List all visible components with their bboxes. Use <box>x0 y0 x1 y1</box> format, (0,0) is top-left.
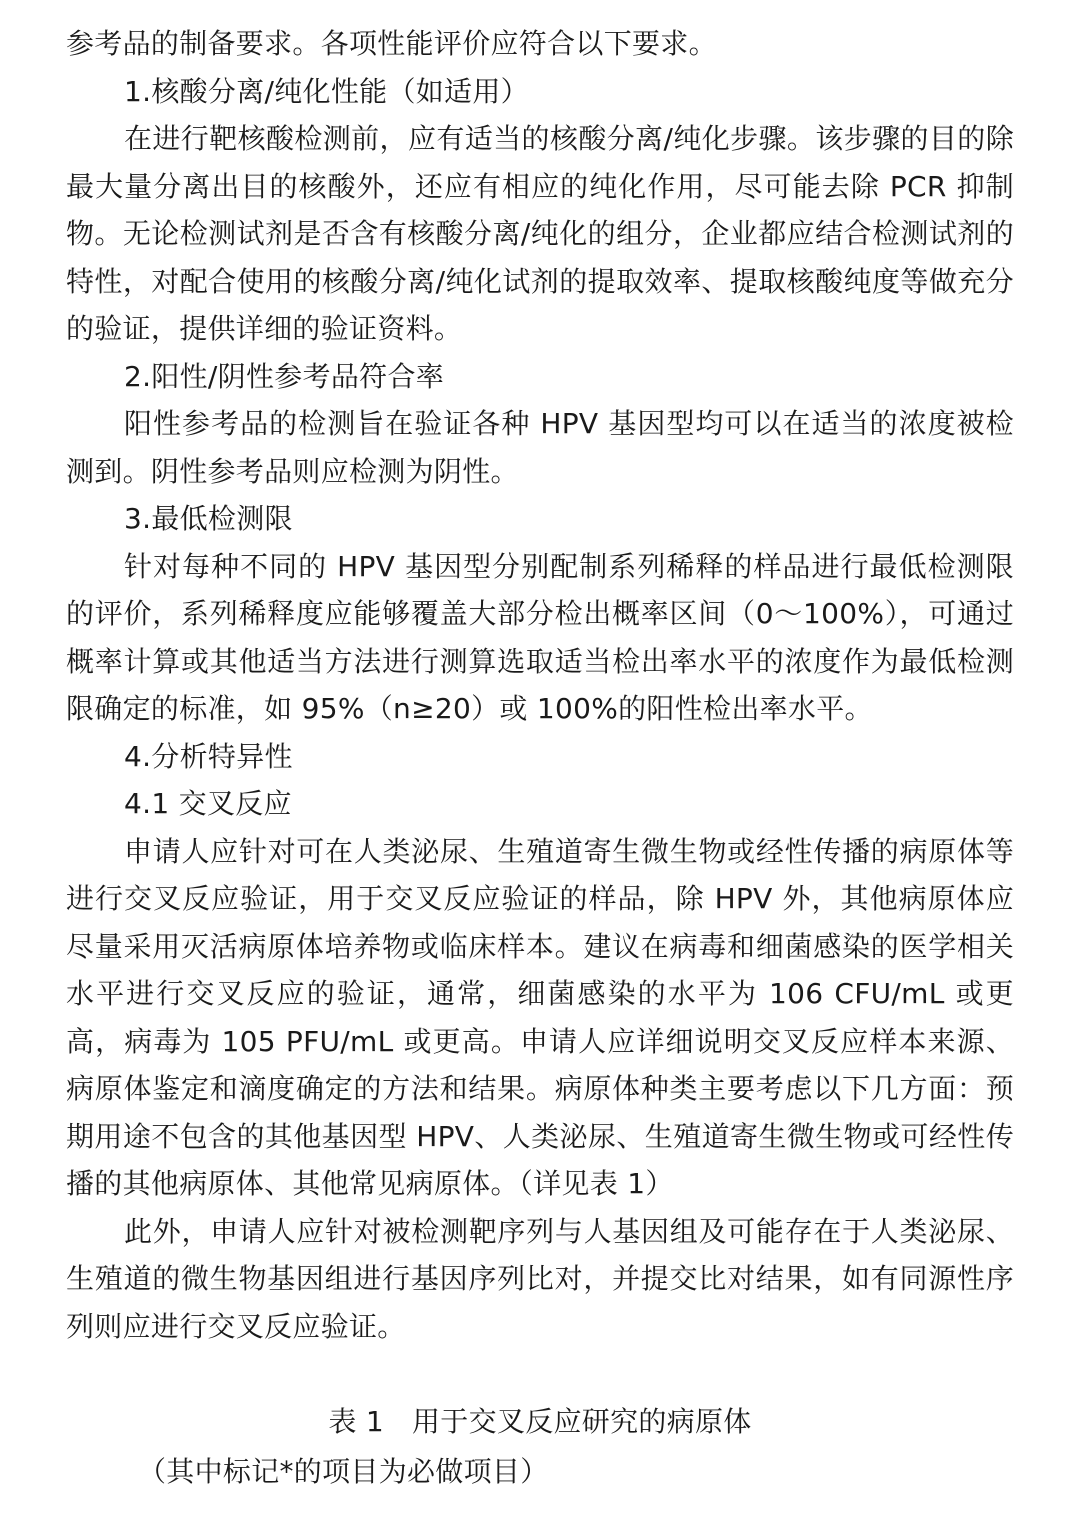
heading-nucleic-acid-isolation: 1.核酸分离/纯化性能（如适用） <box>124 74 529 108</box>
heading-cross-reactivity: 4.1 交叉反应 <box>124 787 292 820</box>
table-number: 表 1 <box>328 1405 384 1438</box>
paragraph-nucleic-acid-isolation: 在进行靶核酸检测前，应有适当的核酸分离/纯化步骤。该步骤的目的除最大量分离出目的核酸外，还应有相应的纯化作用，尽可能去除 PCR 抑制物。无论检测试剂是否含有核酸分离/纯化的组分，企业都应结合检测试剂的特性，对配合使用的核酸分离/纯化试剂的提取效率、提取核酸纯度等做充分的验证，提供详细的验证资料。 <box>66 122 1014 345</box>
heading-reference-concordance: 2.阳性/阴性参考品符合率 <box>124 359 445 393</box>
table-title: 用于交叉反应研究的病原体 <box>412 1405 752 1438</box>
heading-detection-limit: 3.最低检测限 <box>124 502 293 535</box>
paragraph-reference-concordance: 阳性参考品的检测旨在验证各种 HPV 基因型均可以在适当的浓度被检测到。阴性参考品则应检测为阴性。 <box>66 407 1014 488</box>
table-note: （其中标记*的项目为必做项目） <box>138 1454 549 1488</box>
heading-analytical-specificity: 4.分析特异性 <box>124 739 293 773</box>
paragraph-intro: 参考品的制备要求。各项性能评价应符合以下要求。 <box>66 27 717 60</box>
paragraph-cross-reactivity: 申请人应针对可在人类泌尿、生殖道寄生微生物或经性传播的病原体等进行交叉反应验证，用于交叉反应验证的样品，除 HPV 外，其他病原体应尽量采用灭活病原体培养物或临床样本。建议在病毒和细菌感染的医学相关水平进行交叉反应的验证，通常，细菌感染的水平为 106 CFU/mL 或更高，病毒为 105 PFU/mL 或更高。申请人应详细说明交叉反应样本来源、病原体鉴定和滴度确定的方法和结果。病原体种类主要考虑以下几方面：预期用途不包含的其他基因型 HPV、人类泌尿、生殖道寄生微生物或可经性传播的其他病原体、其他常见病原体。（详见表 1） <box>66 834 1014 1200</box>
paragraph-detection-limit: 针对每种不同的 HPV 基因型分别配制系列稀释的样品进行最低检测限的评价，系列稀释度应能够覆盖大部分检出概率区间（0～100%），可通过概率计算或其他适当方法进行测算选取适当检出率水平的浓度作为最低检测限确定的标准，如 95%（n≥20）或 100%的阳性检出率水平。 <box>66 549 1014 725</box>
paragraph-sequence-alignment: 此外，申请人应针对被检测靶序列与人基因组及可能存在于人类泌尿、生殖道的微生物基因组进行基因序列比对，并提交比对结果，如有同源性序列则应进行交叉反应验证。 <box>66 1214 1014 1343</box>
table-caption <box>66 1398 1014 1446</box>
